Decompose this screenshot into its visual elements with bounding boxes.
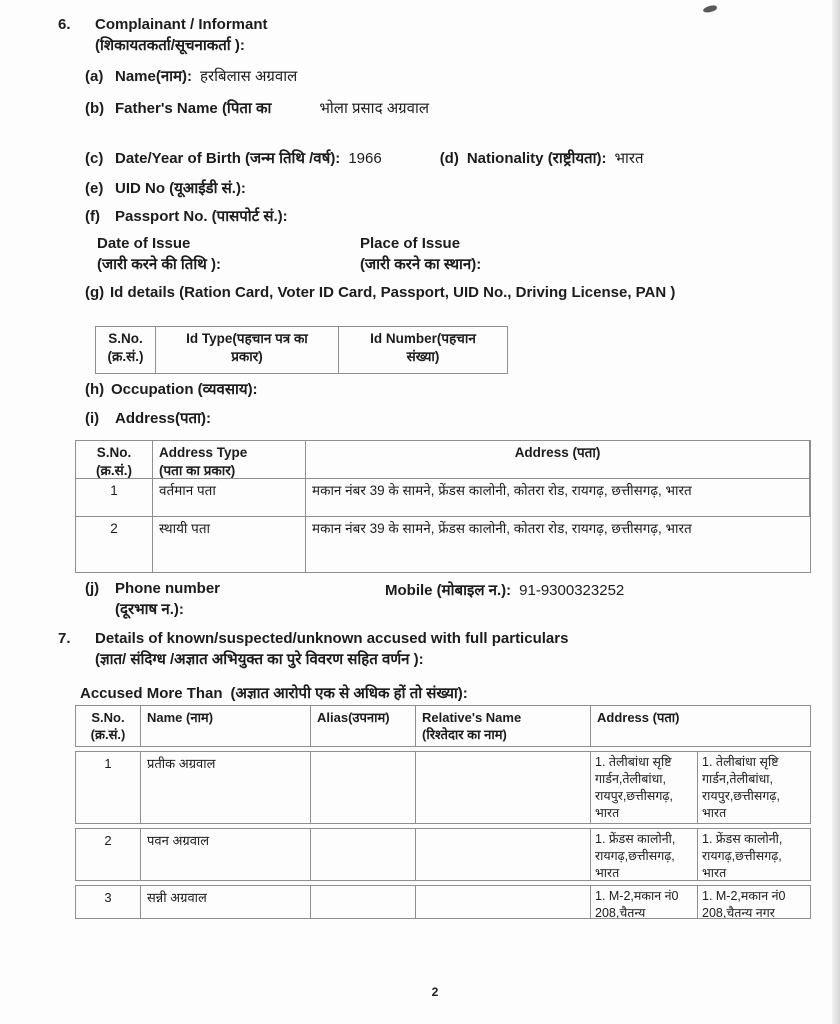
id-table-header-number: Id Number(पहचान संख्या) — [370, 331, 476, 364]
section-7-number: 7. — [58, 630, 71, 647]
section-6-title-en: Complainant / Informant — [95, 16, 268, 33]
address-table-header-address: Address (पता) — [306, 441, 810, 479]
accused-row-3-name: सन्नी अग्रवाल — [141, 886, 311, 918]
field-dob-tag: (c) — [85, 150, 104, 167]
field-name-tag: (a) — [85, 68, 104, 85]
field-occupation-tag: (h) — [85, 381, 105, 398]
field-father-name-value: भोला प्रसाद अग्रवाल — [319, 100, 430, 117]
field-address — [85, 408, 785, 429]
field-place-of-issue — [360, 233, 640, 275]
accused-row-1-name: प्रतीक अग्रवाल — [141, 752, 311, 823]
address-row-2-address: मकान नंबर 39 के सामने, फ्रेंडस कालोनी, कोतरा रोड, रायगढ़, छत्तीसगढ़, भारत — [312, 521, 692, 536]
field-phone-tag: (j) — [85, 580, 100, 597]
id-table-header-sno: S.No. (क्र.सं.) — [96, 327, 156, 373]
field-uid-tag: (e) — [85, 180, 104, 197]
accused-row-1-address-a: 1. तेलीबांधा सृष्टि गार्डन,तेलीबांधा, रायपुर,छत्तीसगढ़, भारत — [591, 752, 698, 823]
accused-row-3-sno: 3 — [76, 886, 141, 918]
address-row-1-address: मकान नंबर 39 के सामने, फ्रेंडस कालोनी, कोतरा रोड, रायगढ़, छत्तीसगढ़, भारत — [306, 479, 810, 517]
address-table-header-sno: S.No. (क्र.सं.) — [76, 441, 153, 479]
section-6-heading — [58, 14, 758, 56]
address-row-1-sno: 1 — [76, 479, 153, 517]
address-row-1-type: वर्तमान पता — [153, 479, 306, 517]
field-id-details-tag: (g) — [85, 284, 105, 301]
field-nationality-tag: (d) — [439, 150, 459, 167]
accused-header-address: Address (पता) — [597, 710, 680, 725]
field-name — [85, 66, 785, 87]
accused-row-2 — [75, 828, 811, 881]
field-uid-label: UID No (यूआईडी सं.): — [115, 180, 246, 197]
field-address-tag: (i) — [85, 410, 100, 427]
place-of-issue-label-en: Place of Issue — [360, 235, 461, 252]
address-row-2-type: स्थायी पता — [153, 517, 306, 572]
field-father-name — [85, 98, 785, 119]
page-number: 2 — [431, 985, 439, 999]
accused-table-header-row — [75, 705, 811, 747]
address-table — [75, 440, 811, 573]
scan-smudge-mark — [703, 5, 718, 14]
accused-more-than-line — [80, 683, 780, 704]
field-mobile — [385, 580, 785, 601]
field-occupation — [85, 379, 785, 400]
accused-more-than-label-hi: (अज्ञात आरोपी एक से अधिक हों तो संख्या): — [230, 685, 468, 702]
field-passport-tag: (f) — [85, 208, 100, 225]
accused-row-2-alias — [311, 829, 416, 880]
date-of-issue-label-en: Date of Issue — [97, 235, 191, 252]
accused-more-than-label-en: Accused More Than — [80, 685, 223, 702]
id-table-header-type: Id Type(पहचान पत्र का प्रकार) — [156, 327, 339, 373]
accused-row-1-relative — [416, 752, 591, 823]
field-passport-label: Passport No. (पासपोर्ट सं.): — [115, 208, 288, 225]
scan-edge-shadow — [832, 0, 840, 1024]
id-details-table — [95, 326, 508, 374]
section-6-number: 6. — [58, 16, 71, 33]
field-father-name-tag: (b) — [85, 100, 105, 117]
field-occupation-label: Occupation (व्यवसाय): — [111, 381, 258, 398]
accused-row-1-address-b: 1. तेलीबांधा सृष्टि गार्डन,तेलीबांधा, रायपुर,छत्तीसगढ़, भारत — [702, 755, 780, 820]
field-name-value: हरबिलास अग्रवाल — [200, 68, 298, 85]
field-address-label: Address(पता): — [115, 410, 211, 427]
address-row-2-sno: 2 — [76, 517, 153, 572]
section-7-title-hi: (ज्ञात/ संदिग्ध /अज्ञात अभियुक्त का पुरे विवरण सहित वर्णन ): — [95, 651, 424, 668]
field-phone-label-hi: (दूरभाष न.): — [115, 601, 184, 618]
accused-row-2-name: पवन अग्रवाल — [141, 829, 311, 880]
field-dob-label: Date/Year of Birth (जन्म तिथि /वर्ष): — [115, 150, 341, 167]
accused-table — [75, 705, 811, 919]
accused-header-name: Name (नाम) — [141, 706, 311, 746]
accused-header-sno: S.No. (क्र.सं.) — [76, 706, 141, 746]
date-of-issue-label-hi: (जारी करने की तिथि ): — [97, 256, 221, 273]
accused-header-relative: Relative's Name (रिश्तेदार का नाम) — [416, 706, 591, 746]
accused-row-2-address-a: 1. फ्रेंडस कालोनी, रायगढ़,छत्तीसगढ़, भारत — [591, 829, 698, 880]
field-uid — [85, 178, 785, 199]
section-6-title-hi: (शिकायतकर्ता/सूचनाकर्ता ): — [95, 37, 245, 54]
field-id-details-label: Id details (Ration Card, Voter ID Card, Passport, UID No., Driving License, PAN ) — [110, 284, 676, 301]
accused-row-3 — [75, 885, 811, 919]
address-table-header-type: Address Type (पता का प्रकार) — [153, 441, 306, 479]
accused-header-alias: Alias(उपनाम) — [311, 706, 416, 746]
accused-row-3-address-b: 1. M-2,मकान नं0 208,चैतन्य नगर — [702, 889, 786, 918]
field-phone-label-en: Phone number — [115, 580, 221, 597]
field-phone — [85, 578, 375, 620]
field-name-label: Name(नाम): — [115, 68, 193, 85]
section-7-heading — [58, 628, 598, 670]
accused-row-1-sno: 1 — [76, 752, 141, 823]
field-father-name-label: Father's Name (पिता का — [115, 100, 272, 117]
accused-row-3-relative — [416, 886, 591, 918]
field-date-of-issue — [97, 233, 357, 275]
place-of-issue-label-hi: (जारी करने का स्थान): — [360, 256, 482, 273]
accused-row-1 — [75, 751, 811, 824]
accused-row-3-alias — [311, 886, 416, 918]
field-passport — [85, 206, 785, 227]
accused-row-2-relative — [416, 829, 591, 880]
accused-row-2-sno: 2 — [76, 829, 141, 880]
field-mobile-value: 91-9300323252 — [519, 582, 625, 599]
accused-row-1-alias — [311, 752, 416, 823]
field-dob-value: 1966 — [348, 150, 382, 167]
field-nationality-value: भारत — [614, 150, 644, 167]
accused-row-2-address-b: 1. फ्रेंडस कालोनी, रायगढ़,छत्तीसगढ़, भारत — [702, 832, 783, 880]
field-id-details — [85, 282, 775, 303]
accused-row-3-address-a: 1. M-2,मकान नं0 208,चैतन्य — [591, 886, 698, 918]
field-mobile-label: Mobile (मोबाइल न.): — [385, 582, 512, 599]
field-dob-nationality — [85, 148, 825, 169]
field-nationality-label: Nationality (राष्ट्रीयता): — [466, 150, 607, 167]
section-7-title-en: Details of known/suspected/unknown accused with full particulars — [95, 630, 569, 647]
